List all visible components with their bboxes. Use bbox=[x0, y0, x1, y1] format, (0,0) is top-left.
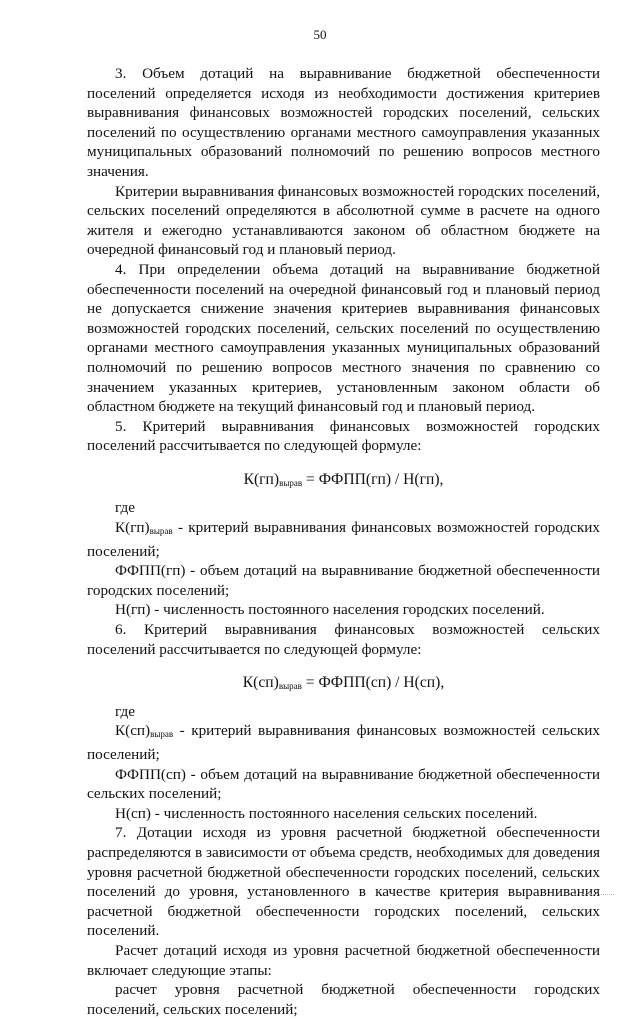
paragraph-5: 5. Критерий выравнивания финансовых возможностей городских поселений рассчитывается по следующей формуле: bbox=[87, 417, 600, 455]
term-k-urban-subscript: вырав bbox=[149, 526, 173, 537]
term-k-rural: К(сп) bbox=[115, 722, 151, 740]
where-label-2: где bbox=[115, 702, 135, 720]
definition-ffpp-urban: ФФПП(гп) - объем дотаций на выравнивание бюджетной обеспеченности городских поселений; bbox=[87, 562, 600, 599]
where-label-1: где bbox=[115, 499, 135, 517]
definition-k-rural bbox=[87, 721, 600, 764]
definition-k-rural-text: - критерий выравнивания финансовых возможностей сельских поселений; bbox=[87, 722, 600, 763]
formula-rural-subscript: вырав bbox=[278, 681, 302, 692]
document-body bbox=[87, 64, 600, 1019]
paragraph-criteria-definition: Критерии выравнивания финансовых возможностей городских поселений, сельских поселений определяются в абсолютной сумме в расчете на одного жителя и ежегодно устанавливаются законом об областном бюджете на очередной финансовый год и плановый период. bbox=[87, 182, 600, 259]
paragraph-calculation-stages: Расчет дотаций исходя из уровня расчетной бюджетной обеспеченности включает следующие этапы: bbox=[87, 941, 600, 979]
paragraph-6: 6. Критерий выравнивания финансовых возможностей сельских поселений рассчитывается по следующей формуле: bbox=[87, 621, 600, 658]
formula-rural bbox=[87, 673, 600, 697]
formula-rural-lhs: К(сп) bbox=[242, 674, 279, 692]
paragraph-7: 7. Дотации исходя из уровня расчетной бюджетной обеспеченности распределяются в зависимости от объема средств, необходимых для доведения уровня расчетной бюджетной обеспеченности городских поселений, сельских поселений до уровня, установленного в качестве критерия выравнивания расчетной бюджетной обеспеченности городских поселений, сельских поселений. bbox=[87, 824, 600, 940]
definition-k-urban-text: - критерий выравнивания финансовых возможностей городских поселений; bbox=[87, 519, 600, 560]
term-k-urban: К(гп) bbox=[115, 519, 150, 537]
definition-n-urban: Н(гп) - численность постоянного населения городских поселений. bbox=[115, 601, 545, 619]
term-k-rural-subscript: вырав bbox=[150, 729, 174, 740]
formula-rural-rhs: = ФФПП(сп) / Н(сп), bbox=[301, 674, 445, 692]
formula-urban bbox=[87, 470, 600, 494]
formula-urban-rhs: = ФФПП(гп) / Н(гп), bbox=[302, 470, 444, 488]
formula-urban-lhs: К(гп) bbox=[243, 470, 280, 488]
paragraph-stage-1: расчет уровня расчетной бюджетной обеспеченности городских поселений, сельских поселений; bbox=[87, 981, 600, 1018]
formula-urban-subscript: вырав bbox=[279, 477, 303, 488]
paragraph-4: 4. При определении объема дотаций на выравнивание бюджетной обеспеченности поселений на очередной финансовый год и плановый период не допускается снижение значения критериев выравнивания финансовых возможностей городских поселений, сельских поселений по осуществлению органами местного самоуправления указанных муниципальных образований полномочий по решению вопросов местного значения по сравнению со значением указанных критериев, установленным законом области об областном бюджете на текущий финансовый год и плановый период. bbox=[87, 260, 600, 416]
scan-footer-mark bbox=[574, 894, 614, 895]
definition-k-urban bbox=[87, 518, 600, 561]
paragraph-3: 3. Объем дотаций на выравнивание бюджетной обеспеченности поселений определяется исходя из необходимости достижения критериев выравнивания финансовых возможностей городских поселений, сельских поселений по осуществлению органами местного самоуправления указанных муниципальных образований полномочий по решению вопросов местного значения. bbox=[87, 65, 600, 180]
definition-n-rural: Н(сп) - численность постоянного населения сельских поселений. bbox=[115, 804, 538, 822]
page-number: 50 bbox=[313, 27, 327, 42]
definition-ffpp-rural: ФФПП(сп) - объем дотаций на выравнивание бюджетной обеспеченности сельских поселений; bbox=[87, 765, 600, 803]
